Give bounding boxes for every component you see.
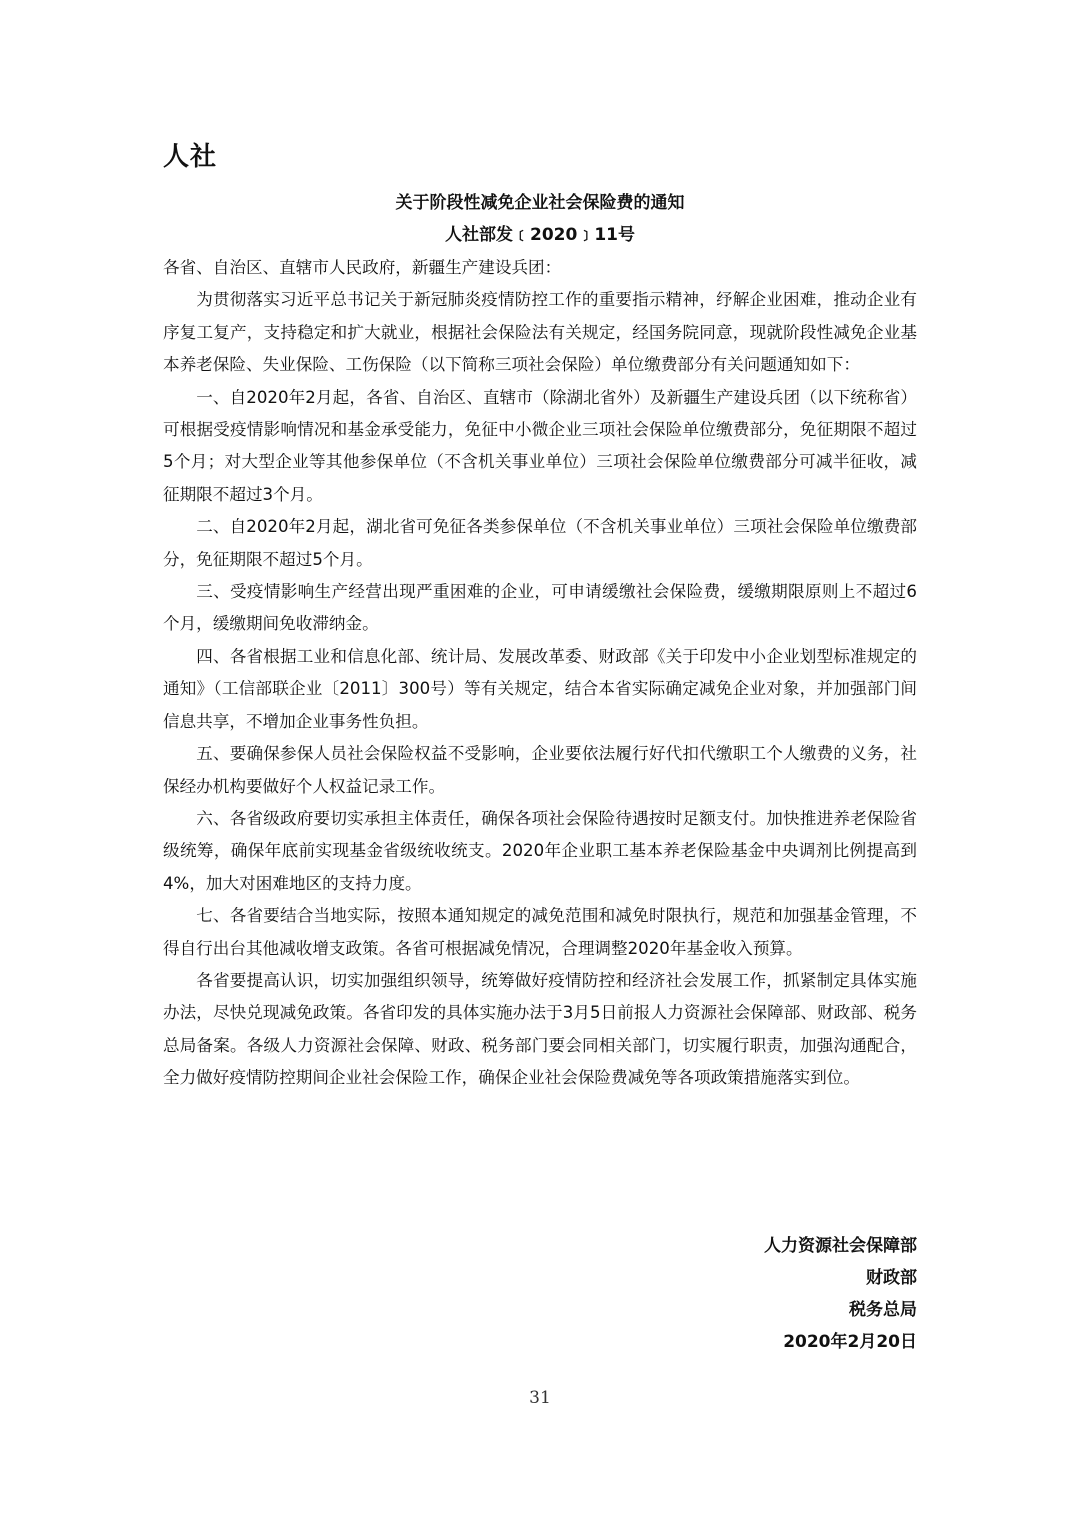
- signatory-mohrss: 人力资源社会保障部: [764, 1236, 917, 1256]
- document-body: [163, 252, 917, 1095]
- paragraph-item-6: 六、各省级政府要切实承担主体责任，确保各项社会保险待遇按时足额支付。加快推进养老保险省级统筹，确保年底前实现基金省级统收统支。2020年企业职工基本养老保险基金中央调剂比例提高到4%，加大对困难地区的支持力度。: [163, 808, 917, 893]
- paragraph-item-3: 三、受疫情影响生产经营出现严重困难的企业，可申请缓缴社会保险费，缓缴期限原则上不超过6个月，缓缴期间免收滞纳金。: [163, 582, 917, 634]
- paragraph-item-5: 五、要确保参保人员社会保险权益不受影响，企业要依法履行好代扣代缴职工个人缴费的义务，社保经办机构要做好个人权益记录工作。: [163, 744, 917, 796]
- salutation: 各省、自治区、直辖市人民政府，新疆生产建设兵团：: [163, 258, 562, 277]
- paragraph-item-1: 一、自2020年2月起，各省、自治区、直辖市（除湖北省外）及新疆生产建设兵团（以下统称省）可根据受疫情影响情况和基金承受能力，免征中小微企业三项社会保险单位缴费部分，免征期限不超过5个月；对大型企业等其他参保单位（不含机关事业单位）三项社会保险单位缴费部分可减半征收，减征期限不超过3个月。: [163, 387, 917, 504]
- paragraph-intro: 为贯彻落实习近平总书记关于新冠肺炎疫情防控工作的重要指示精神，纾解企业困难，推动企业有序复工复产，支持稳定和扩大就业，根据社会保险法有关规定，经国务院同意，现就阶段性减免企业基本养老保险、失业保险、工伤保险（以下简称三项社会保险）单位缴费部分有关问题通知如下：: [163, 290, 917, 375]
- section-label: 人社: [163, 142, 218, 172]
- signature-block: [163, 1230, 917, 1358]
- paragraph-item-2: 二、自2020年2月起，湖北省可免征各类参保单位（不含机关事业单位）三项社会保险单位缴费部分，免征期限不超过5个月。: [163, 517, 917, 569]
- document-title: 关于阶段性减免企业社会保险费的通知: [395, 193, 685, 213]
- signature-date: 2020年2月20日: [783, 1332, 917, 1352]
- paragraph-closing: 各省要提高认识，切实加强组织领导，统筹做好疫情防控和经济社会发展工作，抓紧制定具体实施办法，尽快兑现减免政策。各省印发的具体实施办法于3月5日前报人力资源社会保障部、财政部、税务总局备案。各级人力资源社会保障、财政、税务部门要会同相关部门，切实履行职责，加强沟通配合，全力做好疫情防控期间企业社会保险工作，确保企业社会保险费减免等各项政策措施落实到位。: [163, 970, 917, 1088]
- signatory-sta: 税务总局: [849, 1300, 917, 1320]
- paragraph-item-7: 七、各省要结合当地实际，按照本通知规定的减免范围和减免时限执行，规范和加强基金管理，不得自行出台其他减收增支政策。各省可根据减免情况，合理调整2020年基金收入预算。: [163, 906, 917, 958]
- signatory-mof: 财政部: [866, 1268, 917, 1288]
- page-number: 31: [529, 1388, 551, 1408]
- paragraph-item-4: 四、各省根据工业和信息化部、统计局、发展改革委、财政部《关于印发中小企业划型标准规定的通知》（工信部联企业〔2011〕300号）等有关规定，结合本省实际确定减免企业对象，并加强部门间信息共享，不增加企业事务性负担。: [163, 646, 917, 731]
- document-number: 人社部发﹝2020﹞11号: [445, 225, 635, 245]
